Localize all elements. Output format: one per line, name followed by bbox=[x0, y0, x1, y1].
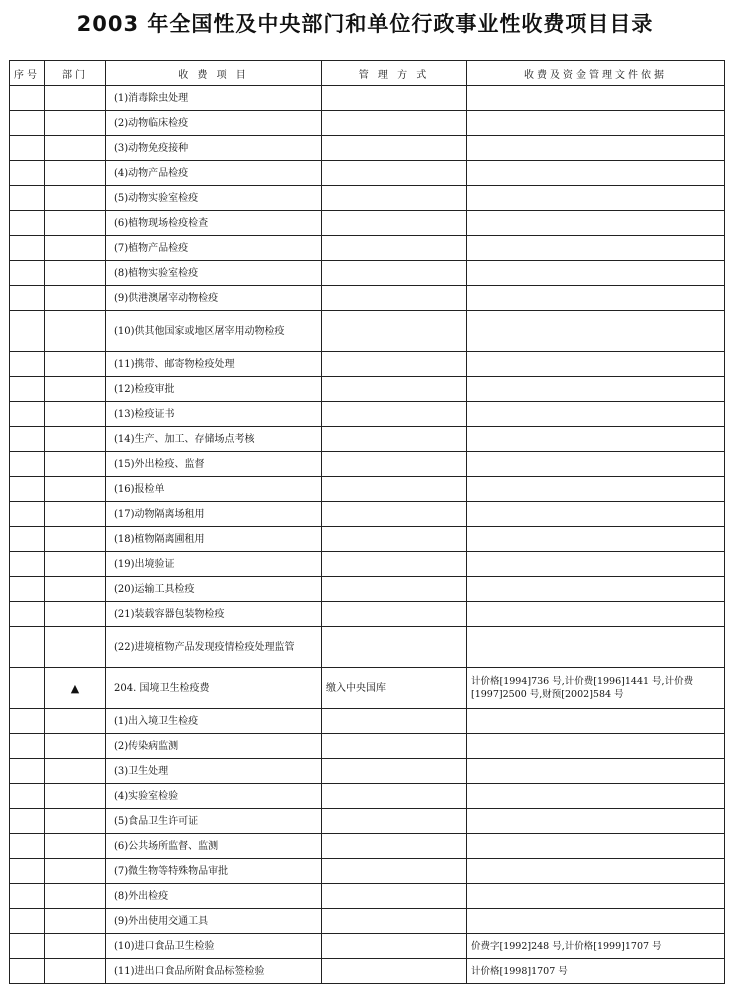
cell-fee-item: (14)生产、加工、存储场点考核 bbox=[106, 427, 322, 452]
cell-number bbox=[10, 602, 45, 627]
table-row bbox=[10, 577, 725, 602]
table-row bbox=[10, 186, 725, 211]
cell-legal-basis bbox=[467, 909, 725, 934]
cell-management bbox=[322, 261, 467, 286]
cell-department bbox=[45, 211, 106, 236]
cell-management bbox=[322, 809, 467, 834]
table-row bbox=[10, 784, 725, 809]
cell-management bbox=[322, 86, 467, 111]
cell-department bbox=[45, 111, 106, 136]
cell-management bbox=[322, 934, 467, 959]
cell-department bbox=[45, 784, 106, 809]
cell-management bbox=[322, 834, 467, 859]
table-row bbox=[10, 161, 725, 186]
table-row bbox=[10, 809, 725, 834]
cell-department bbox=[45, 884, 106, 909]
cell-number bbox=[10, 286, 45, 311]
table-row bbox=[10, 602, 725, 627]
cell-fee-item: (2)动物临床检疫 bbox=[106, 111, 322, 136]
cell-number bbox=[10, 859, 45, 884]
cell-legal-basis bbox=[467, 502, 725, 527]
cell-legal-basis bbox=[467, 136, 725, 161]
cell-management bbox=[322, 884, 467, 909]
cell-number bbox=[10, 552, 45, 577]
cell-legal-basis bbox=[467, 734, 725, 759]
cell-fee-item: (10)进口食品卫生检验 bbox=[106, 934, 322, 959]
cell-legal-basis bbox=[467, 161, 725, 186]
cell-department bbox=[45, 161, 106, 186]
cell-management bbox=[322, 161, 467, 186]
cell-legal-basis bbox=[467, 759, 725, 784]
cell-fee-item: (8)外出检疫 bbox=[106, 884, 322, 909]
cell-legal-basis bbox=[467, 627, 725, 668]
cell-management bbox=[322, 186, 467, 211]
cell-legal-basis: 计价格[1998]1707 号 bbox=[467, 959, 725, 984]
cell-department bbox=[45, 452, 106, 477]
cell-number bbox=[10, 136, 45, 161]
cell-fee-item: (3)动物免疫接种 bbox=[106, 136, 322, 161]
cell-number bbox=[10, 709, 45, 734]
table-row bbox=[10, 552, 725, 577]
cell-management bbox=[322, 211, 467, 236]
cell-department bbox=[45, 352, 106, 377]
cell-fee-item: (8)植物实验室检疫 bbox=[106, 261, 322, 286]
cell-number bbox=[10, 377, 45, 402]
cell-legal-basis bbox=[467, 577, 725, 602]
cell-fee-item: (20)运输工具检疫 bbox=[106, 577, 322, 602]
cell-management bbox=[322, 709, 467, 734]
table-body bbox=[10, 86, 725, 984]
table-row bbox=[10, 402, 725, 427]
cell-management bbox=[322, 959, 467, 984]
cell-management bbox=[322, 784, 467, 809]
cell-legal-basis bbox=[467, 86, 725, 111]
cell-legal-basis bbox=[467, 884, 725, 909]
table-row bbox=[10, 734, 725, 759]
cell-number bbox=[10, 809, 45, 834]
cell-management bbox=[322, 136, 467, 161]
cell-management bbox=[322, 909, 467, 934]
cell-legal-basis: 计价格[1994]736 号,计价费[1996]1441 号,计价费[1997]2500 号,财预[2002]584 号 bbox=[467, 668, 725, 709]
cell-management bbox=[322, 111, 467, 136]
table-row bbox=[10, 884, 725, 909]
cell-fee-item: (7)植物产品检疫 bbox=[106, 236, 322, 261]
cell-legal-basis bbox=[467, 809, 725, 834]
cell-department bbox=[45, 311, 106, 352]
cell-fee-item: (2)传染病监测 bbox=[106, 734, 322, 759]
triangle-marker-icon: ▲ bbox=[45, 668, 106, 709]
cell-management bbox=[322, 502, 467, 527]
cell-legal-basis bbox=[467, 352, 725, 377]
cell-legal-basis bbox=[467, 286, 725, 311]
cell-legal-basis bbox=[467, 402, 725, 427]
cell-department bbox=[45, 136, 106, 161]
cell-management bbox=[322, 377, 467, 402]
cell-management bbox=[322, 859, 467, 884]
table-row bbox=[10, 261, 725, 286]
cell-department bbox=[45, 734, 106, 759]
cell-legal-basis bbox=[467, 859, 725, 884]
table-row bbox=[10, 709, 725, 734]
cell-legal-basis bbox=[467, 552, 725, 577]
cell-department bbox=[45, 859, 106, 884]
cell-fee-item: (9)供港澳屠宰动物检疫 bbox=[106, 286, 322, 311]
document-title: 2003 年全国性及中央部门和单位行政事业性收费项目目录 bbox=[76, 12, 654, 36]
cell-fee-item: (10)供其他国家或地区屠宰用动物检疫 bbox=[106, 311, 322, 352]
cell-legal-basis bbox=[467, 427, 725, 452]
table-row bbox=[10, 527, 725, 552]
cell-management bbox=[322, 734, 467, 759]
cell-fee-item: (15)外出检疫、监督 bbox=[106, 452, 322, 477]
column-header-number: 序号 bbox=[10, 61, 45, 86]
table-row bbox=[10, 427, 725, 452]
cell-fee-item: (11)携带、邮寄物检疫处理 bbox=[106, 352, 322, 377]
cell-department bbox=[45, 402, 106, 427]
cell-number bbox=[10, 86, 45, 111]
cell-fee-item: (1)消毒除虫处理 bbox=[106, 86, 322, 111]
cell-department bbox=[45, 477, 106, 502]
cell-department bbox=[45, 959, 106, 984]
cell-management bbox=[322, 759, 467, 784]
cell-number bbox=[10, 668, 45, 709]
cell-legal-basis bbox=[467, 111, 725, 136]
table-row bbox=[10, 452, 725, 477]
cell-management bbox=[322, 311, 467, 352]
cell-department bbox=[45, 86, 106, 111]
column-header-management: 管 理 方 式 bbox=[322, 61, 467, 86]
cell-number bbox=[10, 959, 45, 984]
cell-number bbox=[10, 759, 45, 784]
cell-department bbox=[45, 809, 106, 834]
table-row bbox=[10, 111, 725, 136]
cell-management bbox=[322, 427, 467, 452]
table-row bbox=[10, 211, 725, 236]
cell-fee-item: (7)微生物等特殊物品审批 bbox=[106, 859, 322, 884]
cell-fee-item: (21)装载容器包装物检疫 bbox=[106, 602, 322, 627]
cell-management bbox=[322, 236, 467, 261]
table-row bbox=[10, 909, 725, 934]
cell-fee-item: (13)检疫证书 bbox=[106, 402, 322, 427]
cell-number bbox=[10, 627, 45, 668]
cell-department bbox=[45, 186, 106, 211]
cell-fee-item: (9)外出使用交通工具 bbox=[106, 909, 322, 934]
cell-number bbox=[10, 352, 45, 377]
cell-fee-item: (4)动物产品检疫 bbox=[106, 161, 322, 186]
table-row bbox=[10, 236, 725, 261]
cell-number bbox=[10, 427, 45, 452]
cell-management bbox=[322, 602, 467, 627]
cell-number bbox=[10, 477, 45, 502]
cell-fee-item: (16)报检单 bbox=[106, 477, 322, 502]
cell-management bbox=[322, 352, 467, 377]
cell-legal-basis bbox=[467, 477, 725, 502]
cell-fee-item: (22)进境植物产品发现疫情检疫处理监管 bbox=[106, 627, 322, 668]
cell-number bbox=[10, 577, 45, 602]
cell-legal-basis: 价费字[1992]248 号,计价格[1999]1707 号 bbox=[467, 934, 725, 959]
table-row bbox=[10, 86, 725, 111]
cell-number bbox=[10, 734, 45, 759]
table-row bbox=[10, 352, 725, 377]
cell-number bbox=[10, 934, 45, 959]
cell-department bbox=[45, 527, 106, 552]
cell-number bbox=[10, 111, 45, 136]
table-row bbox=[10, 502, 725, 527]
cell-fee-item: (6)公共场所监督、监测 bbox=[106, 834, 322, 859]
cell-department bbox=[45, 759, 106, 784]
cell-management bbox=[322, 577, 467, 602]
cell-number bbox=[10, 261, 45, 286]
cell-number bbox=[10, 884, 45, 909]
cell-management bbox=[322, 552, 467, 577]
cell-number bbox=[10, 236, 45, 261]
cell-fee-item: (17)动物隔离场租用 bbox=[106, 502, 322, 527]
fee-catalog-table bbox=[9, 60, 725, 984]
cell-fee-item: (1)出入境卫生检疫 bbox=[106, 709, 322, 734]
cell-legal-basis bbox=[467, 602, 725, 627]
table-row bbox=[10, 859, 725, 884]
column-header-legal-basis: 收费及资金管理文件依据 bbox=[467, 61, 725, 86]
cell-legal-basis bbox=[467, 452, 725, 477]
cell-legal-basis bbox=[467, 709, 725, 734]
cell-legal-basis bbox=[467, 186, 725, 211]
cell-fee-item: (4)实验室检验 bbox=[106, 784, 322, 809]
cell-fee-item: (11)进出口食品所附食品标签检验 bbox=[106, 959, 322, 984]
cell-legal-basis bbox=[467, 236, 725, 261]
cell-management bbox=[322, 477, 467, 502]
cell-department bbox=[45, 577, 106, 602]
cell-fee-item: (12)检疫审批 bbox=[106, 377, 322, 402]
cell-number bbox=[10, 186, 45, 211]
table-row bbox=[10, 834, 725, 859]
cell-number bbox=[10, 161, 45, 186]
cell-department bbox=[45, 627, 106, 668]
column-header-department: 部门 bbox=[45, 61, 106, 86]
table-header-row bbox=[10, 61, 725, 86]
cell-management bbox=[322, 402, 467, 427]
cell-legal-basis bbox=[467, 261, 725, 286]
cell-management bbox=[322, 452, 467, 477]
cell-management bbox=[322, 627, 467, 668]
cell-fee-item: (5)动物实验室检疫 bbox=[106, 186, 322, 211]
table-row bbox=[10, 627, 725, 668]
column-header-fee-item: 收 费 项 目 bbox=[106, 61, 322, 86]
table-row bbox=[10, 959, 725, 984]
cell-number bbox=[10, 211, 45, 236]
cell-department bbox=[45, 934, 106, 959]
cell-management bbox=[322, 527, 467, 552]
cell-legal-basis bbox=[467, 527, 725, 552]
cell-number bbox=[10, 834, 45, 859]
cell-number bbox=[10, 502, 45, 527]
table-row bbox=[10, 136, 725, 161]
cell-legal-basis bbox=[467, 834, 725, 859]
cell-department bbox=[45, 286, 106, 311]
cell-number bbox=[10, 909, 45, 934]
cell-fee-item: (18)植物隔离圃租用 bbox=[106, 527, 322, 552]
cell-number bbox=[10, 784, 45, 809]
cell-legal-basis bbox=[467, 784, 725, 809]
cell-number bbox=[10, 527, 45, 552]
cell-department bbox=[45, 261, 106, 286]
table-row bbox=[10, 377, 725, 402]
cell-fee-item: (5)食品卫生许可证 bbox=[106, 809, 322, 834]
cell-number bbox=[10, 452, 45, 477]
cell-fee-item: 204. 国境卫生检疫费 bbox=[106, 668, 322, 709]
cell-management bbox=[322, 286, 467, 311]
cell-management: 缴入中央国库 bbox=[322, 668, 467, 709]
cell-fee-item: (3)卫生处理 bbox=[106, 759, 322, 784]
table-row bbox=[10, 759, 725, 784]
cell-department bbox=[45, 502, 106, 527]
cell-department bbox=[45, 909, 106, 934]
cell-number bbox=[10, 402, 45, 427]
table-row bbox=[10, 477, 725, 502]
cell-department bbox=[45, 552, 106, 577]
cell-department bbox=[45, 236, 106, 261]
cell-department bbox=[45, 709, 106, 734]
cell-fee-item: (6)植物现场检疫检查 bbox=[106, 211, 322, 236]
cell-legal-basis bbox=[467, 311, 725, 352]
cell-department bbox=[45, 834, 106, 859]
cell-legal-basis bbox=[467, 377, 725, 402]
table-row bbox=[10, 934, 725, 959]
table-row bbox=[10, 311, 725, 352]
table-row bbox=[10, 286, 725, 311]
cell-fee-item: (19)出境验证 bbox=[106, 552, 322, 577]
cell-department bbox=[45, 377, 106, 402]
table-row bbox=[10, 668, 725, 709]
cell-legal-basis bbox=[467, 211, 725, 236]
cell-number bbox=[10, 311, 45, 352]
cell-department bbox=[45, 427, 106, 452]
cell-department bbox=[45, 602, 106, 627]
